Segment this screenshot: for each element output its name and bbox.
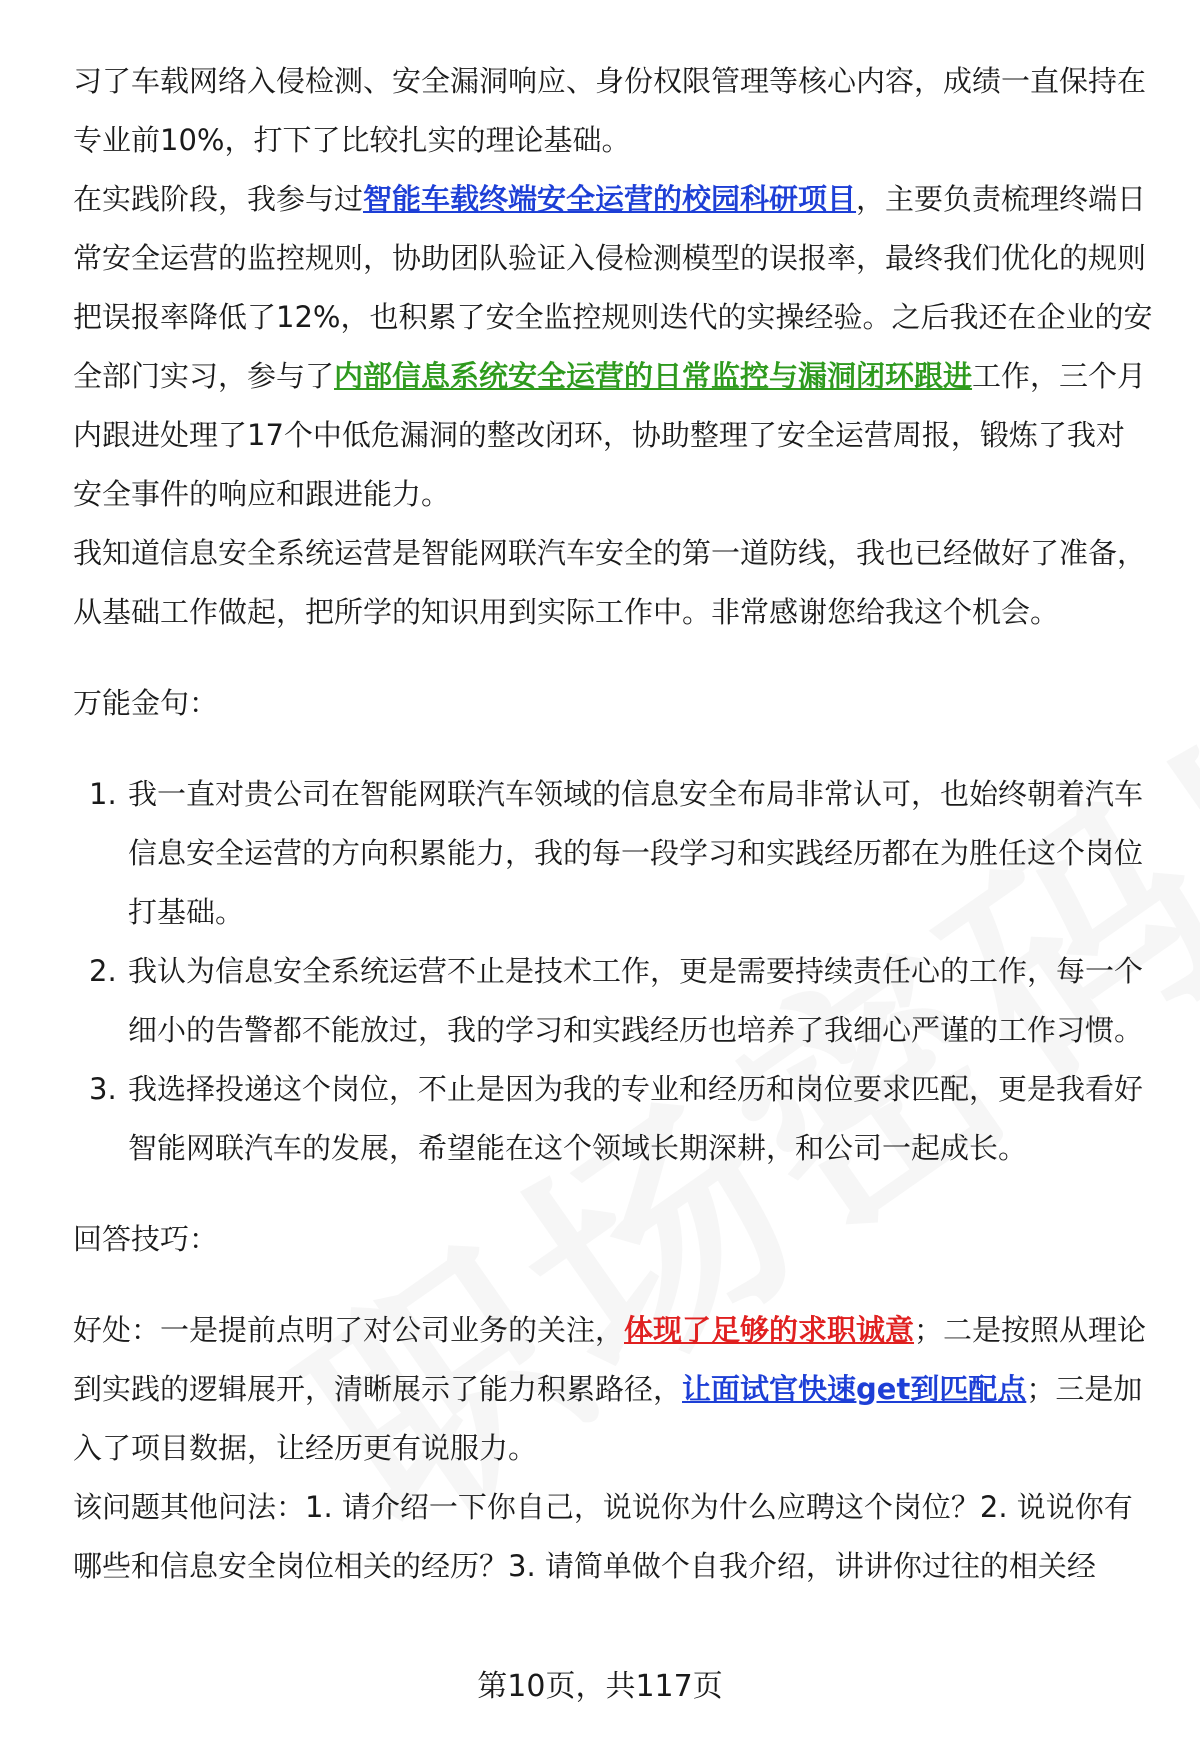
highlight-internship-work: 内部信息系统安全运营的日常监控与漏洞闭环跟进 xyxy=(334,359,973,393)
golden-sentences-heading: 万能金句： xyxy=(73,686,219,720)
list-number: 3. xyxy=(89,1072,117,1106)
list-item xyxy=(73,1060,1153,1178)
list-number: 2. xyxy=(89,954,117,988)
highlight-match-point: 让面试官快速get到匹配点 xyxy=(682,1372,1027,1406)
paragraph-study: 习了车载网络入侵检测、安全漏洞响应、身份权限管理等核心内容，成绩一直保持在专业前10%，打下了比较扎实的理论基础。 xyxy=(73,64,1147,157)
benefits-text-middle: ；二是按照从理论到实践的逻辑展开，清晰展示了能力积累路径， xyxy=(73,1313,1147,1406)
benefits-text-start: 好处：一是提前点明了对公司业务的关注， xyxy=(73,1313,625,1347)
paragraph-other-questions: 该问题其他问法：1. 请介绍一下你自己，说说你为什么应聘这个岗位？2. 说说你有哪些和信息安全岗位相关的经历？3. 请简单做个自我介绍，讲讲你过往的相关经 xyxy=(73,1490,1133,1583)
highlight-campus-project: 智能车载终端安全运营的校园科研项目 xyxy=(363,182,857,216)
list-item-text: 我选择投递这个岗位，不止是因为我的专业和经历和岗位要求匹配，更是我看好智能网联汽车的发展，希望能在这个领域长期深耕，和公司一起成长。 xyxy=(128,1072,1144,1165)
list-number: 1. xyxy=(89,777,117,811)
practice-text-start: 在实践阶段，我参与过 xyxy=(73,182,364,216)
highlight-sincerity: 体现了足够的求职诚意 xyxy=(624,1313,915,1347)
answer-tips-heading: 回答技巧： xyxy=(73,1222,219,1256)
list-item xyxy=(73,765,1153,942)
golden-sentences-list xyxy=(73,765,1153,1178)
list-item-text: 我认为信息安全系统运营不止是技术工作，更是需要持续责任心的工作，每一个细小的告警都不能放过，我的学习和实践经历也培养了我细心严谨的工作习惯。 xyxy=(128,954,1144,1047)
list-item-text: 我一直对贵公司在智能网联汽车领域的信息安全布局非常认可，也始终朝着汽车信息安全运营的方向积累能力，我的每一段学习和实践经历都在为胜任这个岗位打基础。 xyxy=(128,777,1144,929)
list-item xyxy=(73,942,1153,1060)
practice-text-middle: ，主要负责梳理终端日常安全运营的监控规则，协助团队验证入侵检测模型的误报率，最终我们优化的规则把误报率降低了12%，也积累了安全监控规则迭代的实操经验。之后我还在企业的安全部门实习，参与了 xyxy=(73,182,1153,393)
paragraph-closing: 我知道信息安全系统运营是智能网联汽车安全的第一道防线，我也已经做好了准备，从基础工作做起，把所学的知识用到实际工作中。非常感谢您给我这个机会。 xyxy=(73,536,1147,629)
benefits-text-end: ；三是加入了项目数据，让经历更有说服力。 xyxy=(73,1372,1143,1465)
page-number-footer: 第10页，共117页 xyxy=(477,1669,723,1704)
paragraph-practice xyxy=(73,170,1153,524)
paragraph-benefits xyxy=(73,1301,1153,1478)
practice-text-end: 工作，三个月内跟进处理了17个中低危漏洞的整改闭环，协助整理了安全运营周报，锻炼了我对安全事件的响应和跟进能力。 xyxy=(73,359,1147,511)
document-body xyxy=(73,52,1153,1596)
